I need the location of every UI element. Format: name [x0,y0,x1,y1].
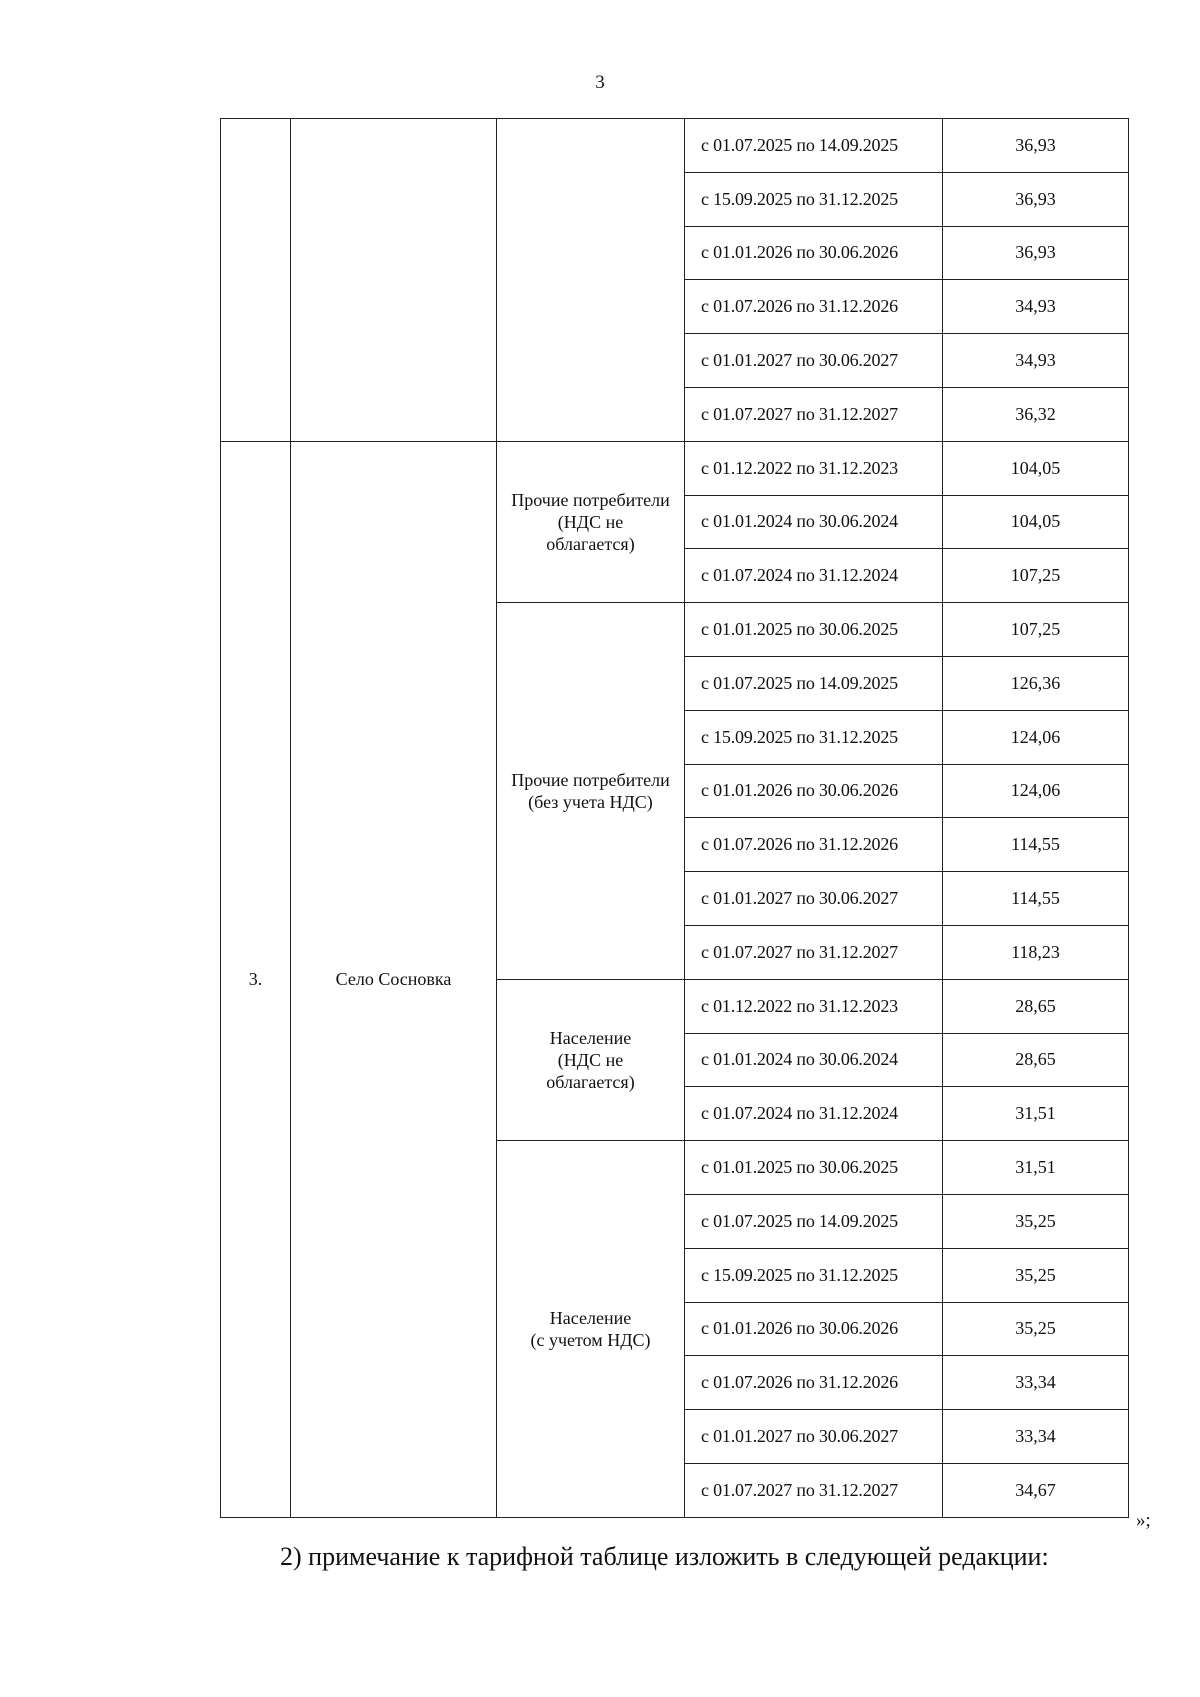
tariff-value-cell: 36,93 [943,226,1129,280]
page-number: 3 [595,72,605,93]
tariff-value-cell: 104,05 [943,495,1129,549]
consumer-group-cell [497,603,685,980]
consumer-group-label-line: (НДС не [557,511,624,532]
section-number-cell: 3. [221,441,291,1517]
period-cell: с 01.01.2027 по 30.06.2027 [685,872,943,926]
tariff-value-cell: 36,93 [943,119,1129,173]
period-cell: с 01.01.2025 по 30.06.2025 [685,603,943,657]
note-paragraph: 2) примечание к тарифной таблице изложить в следующей редакции: [280,1542,1049,1571]
period-cell: с 01.01.2025 по 30.06.2025 [685,1141,943,1195]
period-cell: с 01.01.2024 по 30.06.2024 [685,495,943,549]
tariff-value-cell: 114,55 [943,818,1129,872]
tariff-value-cell: 107,25 [943,549,1129,603]
period-cell: с 01.07.2026 по 31.12.2026 [685,818,943,872]
period-cell: с 01.01.2027 по 30.06.2027 [685,1410,943,1464]
tariff-table [220,118,1129,1518]
consumer-group-label-line: облагается) [546,533,635,554]
period-cell: с 01.07.2027 по 31.12.2027 [685,925,943,979]
tariff-value-cell: 33,34 [943,1356,1129,1410]
consumer-group-label-line: (НДС не [557,1049,624,1070]
period-cell: с 15.09.2025 по 31.12.2025 [685,710,943,764]
consumer-group-label-line: облагается) [546,1071,635,1092]
continuation-number-cell [221,119,291,442]
period-cell: с 01.07.2024 по 31.12.2024 [685,549,943,603]
tariff-value-cell: 33,34 [943,1410,1129,1464]
consumer-group-label-line: Население [549,1307,632,1328]
tariff-value-cell: 35,25 [943,1302,1129,1356]
period-cell: с 01.12.2022 по 31.12.2023 [685,979,943,1033]
tariff-value-cell: 124,06 [943,764,1129,818]
period-cell: с 01.07.2026 по 31.12.2026 [685,1356,943,1410]
period-cell: с 01.01.2026 по 30.06.2026 [685,1302,943,1356]
consumer-group-label-line: Население [549,1027,632,1048]
tariff-value-cell: 28,65 [943,979,1129,1033]
consumer-group-cell [497,979,685,1140]
period-cell: с 15.09.2025 по 31.12.2025 [685,172,943,226]
continuation-settlement-cell [291,119,497,442]
tariff-value-cell: 28,65 [943,1033,1129,1087]
tariff-value-cell: 124,06 [943,710,1129,764]
table-row [221,441,1129,495]
period-cell: с 01.07.2024 по 31.12.2024 [685,1087,943,1141]
tariff-value-cell: 104,05 [943,441,1129,495]
closing-quote: »; [1136,1510,1151,1531]
consumer-group-label-line: Прочие потребители [511,489,670,510]
period-cell: с 01.07.2026 по 31.12.2026 [685,280,943,334]
tariff-value-cell: 126,36 [943,656,1129,710]
tariff-value-cell: 34,93 [943,334,1129,388]
period-cell: с 01.12.2022 по 31.12.2023 [685,441,943,495]
continuation-group-cell [497,119,685,442]
period-cell: с 01.07.2027 по 31.12.2027 [685,1463,943,1517]
period-cell: с 01.01.2026 по 30.06.2026 [685,226,943,280]
consumer-group-cell [497,1141,685,1518]
tariff-value-cell: 36,93 [943,172,1129,226]
period-cell: с 01.01.2024 по 30.06.2024 [685,1033,943,1087]
consumer-group-label-line: (без учета НДС) [528,791,653,812]
tariff-value-cell: 107,25 [943,603,1129,657]
tariff-value-cell: 34,93 [943,280,1129,334]
tariff-value-cell: 114,55 [943,872,1129,926]
tariff-value-cell: 35,25 [943,1194,1129,1248]
tariff-value-cell: 118,23 [943,925,1129,979]
period-cell: с 01.07.2025 по 14.09.2025 [685,656,943,710]
settlement-name-cell: Село Сосновка [291,441,497,1517]
period-cell: с 01.01.2027 по 30.06.2027 [685,334,943,388]
tariff-table-body [221,119,1129,1518]
tariff-value-cell: 34,67 [943,1463,1129,1517]
period-cell: с 15.09.2025 по 31.12.2025 [685,1248,943,1302]
period-cell: с 01.07.2027 по 31.12.2027 [685,387,943,441]
tariff-value-cell: 31,51 [943,1087,1129,1141]
consumer-group-label-line: Прочие потребители [511,769,670,790]
tariff-value-cell: 36,32 [943,387,1129,441]
table-row [221,119,1129,173]
period-cell: с 01.01.2026 по 30.06.2026 [685,764,943,818]
consumer-group-label-line: (с учетом НДС) [530,1329,651,1350]
period-cell: с 01.07.2025 по 14.09.2025 [685,1194,943,1248]
tariff-value-cell: 35,25 [943,1248,1129,1302]
period-cell: с 01.07.2025 по 14.09.2025 [685,119,943,173]
consumer-group-cell [497,441,685,602]
tariff-value-cell: 31,51 [943,1141,1129,1195]
